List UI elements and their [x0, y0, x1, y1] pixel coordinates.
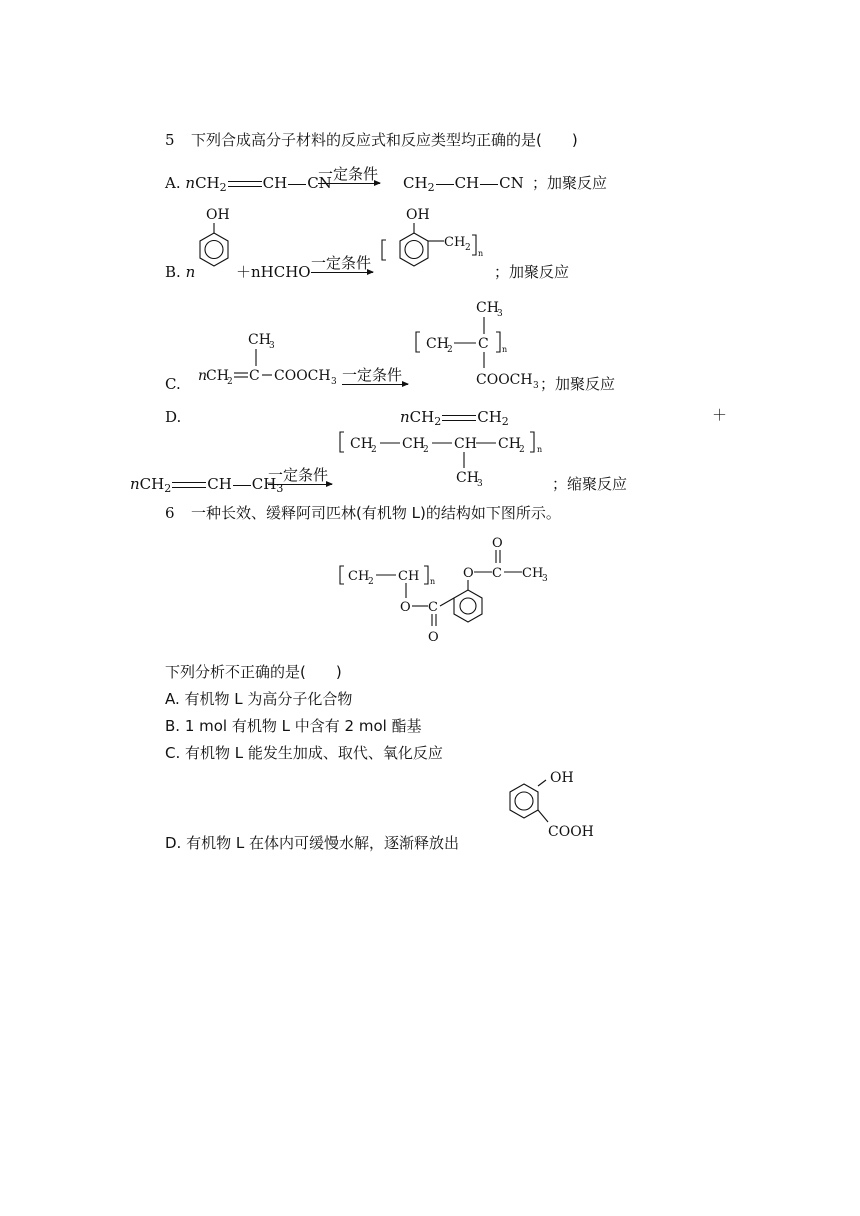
svg-text:O: O — [463, 566, 474, 581]
svg-text:C: C — [492, 566, 502, 581]
svg-text:CH: CH — [398, 569, 420, 584]
svg-text:n: n — [198, 368, 208, 384]
svg-text:3: 3 — [533, 381, 539, 391]
svg-text:COOCH: COOCH — [274, 368, 331, 384]
svg-text:CH: CH — [402, 436, 425, 452]
q5-d-condition: 一定条件 — [268, 466, 329, 484]
svg-text:OH: OH — [406, 207, 430, 223]
q5-c-type: ；加聚反应 — [540, 375, 616, 393]
svg-text:n: n — [430, 577, 436, 586]
svg-text:CH: CH — [248, 332, 271, 348]
svg-text:C: C — [478, 336, 489, 352]
q6-option-b: B. 1 mol 有机物 L 中含有 2 mol 酯基 — [165, 717, 422, 735]
q6-option-a: A. 有机物 L 为高分子化合物 — [165, 690, 353, 708]
q5-a-condition: 一定条件 — [318, 165, 379, 183]
q6-stem: 一种长效、缓释阿司匹林(有机物 L)的结构如下图所示。 — [191, 504, 561, 522]
svg-text:3: 3 — [331, 377, 337, 387]
svg-text:CH: CH — [348, 569, 370, 584]
svg-text:3: 3 — [477, 479, 483, 489]
svg-text:C: C — [428, 600, 438, 615]
q5-b-type: ；加聚反应 — [494, 263, 570, 281]
q5-d-propene: nCH$_2$ CH $CH_3$ — [130, 475, 284, 495]
q6-question: 下列分析不正确的是( ) — [165, 663, 342, 681]
svg-text:CH: CH — [454, 436, 477, 452]
copolymer-structure — [336, 424, 561, 490]
q5-a-product: $CH_2$ CH CN — [403, 174, 524, 194]
q5-b-condition: 一定条件 — [311, 254, 372, 272]
q6-option-d: D. 有机物 L 在体内可缓慢水解，逐渐释放出 — [165, 834, 459, 852]
methyl-methacrylate-structure — [188, 326, 348, 390]
salicylic-acid-structure — [500, 764, 610, 854]
svg-text:2: 2 — [447, 345, 453, 355]
svg-text:3: 3 — [542, 574, 548, 584]
svg-text:2: 2 — [368, 577, 374, 587]
svg-text:COOH: COOH — [548, 824, 594, 840]
q5-option-d-label: D. — [165, 408, 182, 426]
svg-text:2: 2 — [371, 445, 377, 455]
aspirin-polymer-structure — [336, 530, 566, 648]
q5-c-condition: 一定条件 — [342, 366, 403, 384]
phenol-formaldehyde-resin-structure — [378, 200, 493, 280]
q6-option-c: C. 有机物 L 能发生加成、取代、氧化反应 — [165, 744, 443, 762]
svg-text:O: O — [492, 536, 503, 551]
q5-c-arrow — [342, 384, 408, 385]
svg-text:CH: CH — [426, 336, 449, 352]
svg-text:CH: CH — [522, 566, 544, 581]
q5-d-arrow — [268, 484, 332, 485]
svg-text:2: 2 — [465, 243, 471, 253]
svg-text:OH: OH — [206, 207, 230, 223]
svg-text:n: n — [537, 445, 543, 454]
svg-text:COOCH: COOCH — [476, 372, 533, 388]
phenol-structure — [188, 200, 238, 280]
option-b-label: B. — [165, 263, 181, 281]
q5-number: 5 — [165, 131, 175, 149]
svg-text:CH: CH — [498, 436, 521, 452]
option-a-label: A. — [165, 174, 181, 192]
svg-text:CH: CH — [456, 470, 479, 486]
svg-text:2: 2 — [423, 445, 429, 455]
q5-a-arrow — [318, 183, 380, 184]
q5-b-reagent: ＋nHCHO — [236, 263, 311, 281]
svg-text:3: 3 — [269, 341, 275, 351]
svg-text:CH: CH — [206, 368, 229, 384]
svg-text:O: O — [428, 630, 439, 645]
q6-number: 6 — [165, 504, 175, 522]
svg-text:3: 3 — [497, 309, 503, 319]
q5-option-c-label: C. — [165, 375, 181, 393]
svg-text:OH: OH — [550, 770, 574, 786]
q5-option-a: A. nCH$_2$ CH CN — [165, 174, 332, 194]
q5-d-plus: ＋ — [712, 406, 728, 424]
svg-text:CH: CH — [444, 235, 466, 250]
svg-text:O: O — [400, 600, 411, 615]
svg-text:2: 2 — [519, 445, 525, 455]
q5-b-arrow — [311, 272, 373, 273]
pmma-structure — [412, 294, 552, 394]
svg-text:n: n — [502, 345, 508, 354]
svg-text:CH: CH — [476, 300, 499, 316]
svg-text:CH: CH — [350, 436, 373, 452]
q5-d-type: ；缩聚反应 — [552, 475, 628, 493]
svg-text:C: C — [249, 368, 260, 384]
q5-d-ethylene: nCH$_2$ $CH_2$ — [400, 408, 509, 428]
q5-a-type: ；加聚反应 — [532, 174, 608, 192]
q5-option-b-label: B. n — [165, 263, 196, 281]
q5-stem: 下列合成高分子材料的反应式和反应类型均正确的是( ) — [191, 131, 578, 149]
svg-text:2: 2 — [227, 377, 233, 387]
svg-text:n: n — [478, 249, 484, 258]
